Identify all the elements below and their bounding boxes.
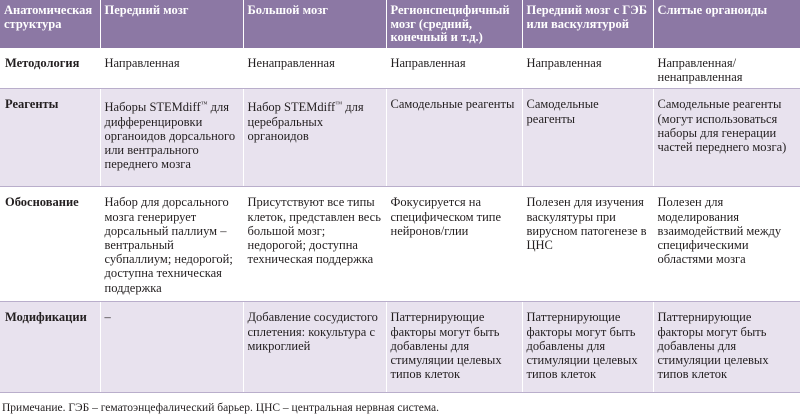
- trademark-symbol: ™: [335, 100, 343, 109]
- table-body: [0, 48, 800, 393]
- table-cell: Набор STEMdiff™ для церебральных органоидов: [243, 89, 386, 187]
- row-label: Обоснование: [0, 187, 100, 302]
- table-cell: Самодельные реагенты (могут использоваться наборы для генерации частей переднего мозга): [653, 89, 800, 187]
- table-cell: Направленная: [386, 48, 522, 89]
- table-cell: Самодельные реагенты: [386, 89, 522, 187]
- header-anatomical-structure: Анатомическая структура: [0, 0, 100, 48]
- table-row-rationale: [0, 187, 800, 302]
- row-label: Методология: [0, 48, 100, 89]
- table-cell: Полезен для изучения васкулятуры при вирусном патогенезе в ЦНС: [522, 187, 653, 302]
- header-forebrain: Передний мозг: [100, 0, 243, 48]
- table-cell: Паттернирующие факторы могут быть добавлены для стимуляции целевых типов клеток: [386, 302, 522, 393]
- table-cell: Присутствуют все типы клеток, представлен весь большой мозг; недорогой; доступна техническая поддержка: [243, 187, 386, 302]
- table-cell: Полезен для моделирования взаимодействий между специфическими областями мозга: [653, 187, 800, 302]
- table-cell: Паттернирующие факторы могут быть добавлены для стимуляции целевых типов клеток: [653, 302, 800, 393]
- table-cell: Фокусируется на специфическом типе нейронов/глии: [386, 187, 522, 302]
- table-row-methodology: [0, 48, 800, 89]
- table-header: [0, 0, 800, 48]
- table-cell: Направленная: [100, 48, 243, 89]
- table-cell: –: [100, 302, 243, 393]
- header-whole-brain: Большой мозг: [243, 0, 386, 48]
- table-cell: Наборы STEMdiff™ для дифференцировки органоидов дорсального или вентрального переднего мозга: [100, 89, 243, 187]
- header-region-specific-brain: Регионспецифичный мозг (средний, конечный и т.д.): [386, 0, 522, 48]
- table-row-modifications: [0, 302, 800, 393]
- header-fused-organoids: Слитые органоиды: [653, 0, 800, 48]
- table-cell: Самодельные реагенты: [522, 89, 653, 187]
- table-row-reagents: [0, 89, 800, 187]
- header-forebrain-bbb-vasculature: Передний мозг с ГЭБ или васкулятурой: [522, 0, 653, 48]
- trademark-symbol: ™: [200, 100, 208, 109]
- table-cell: Направленная: [522, 48, 653, 89]
- table-footnote: Примечание. ГЭБ – гематоэнцефалический барьер. ЦНС – центральная нервная система.: [2, 402, 440, 414]
- table-cell: Набор для дорсального мозга генерирует дорсальный паллиум – вентральный субпаллиум; недорогой; доступна техническая поддержка: [100, 187, 243, 302]
- header-row: [0, 0, 800, 48]
- row-label: Модификации: [0, 302, 100, 393]
- table-cell: Ненаправленная: [243, 48, 386, 89]
- table-cell: Направленная/ ненаправленная: [653, 48, 800, 89]
- table-cell: Паттернирующие факторы могут быть добавлены для стимуляции целевых типов клеток: [522, 302, 653, 393]
- table-cell: Добавление сосудистого сплетения: кокультура с микроглией: [243, 302, 386, 393]
- row-label: Реагенты: [0, 89, 100, 187]
